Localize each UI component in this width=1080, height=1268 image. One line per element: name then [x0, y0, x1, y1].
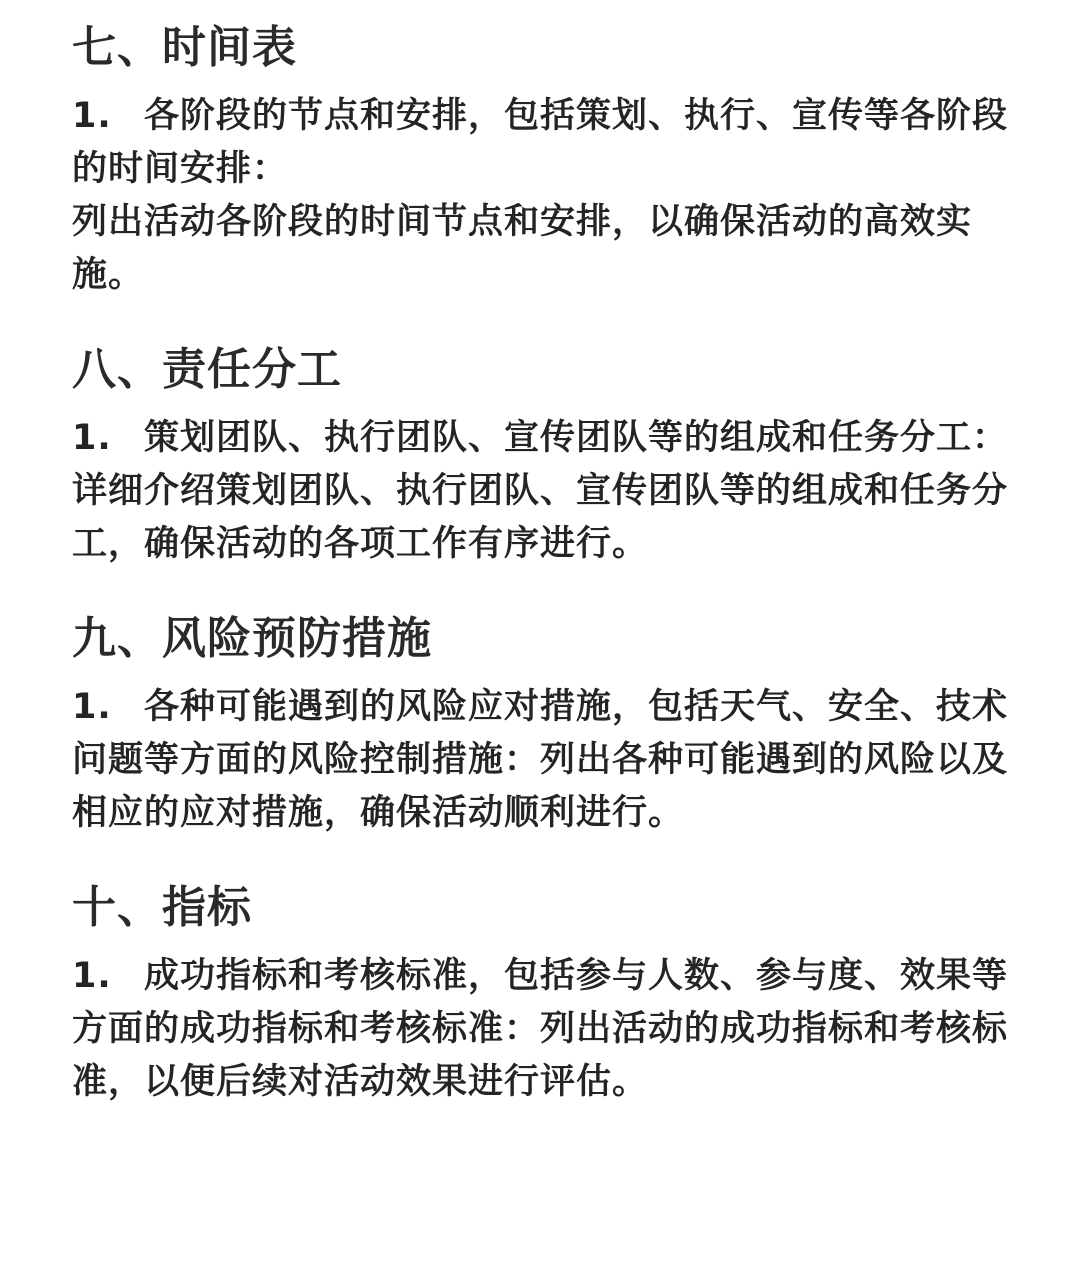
item-text: 各种可能遇到的风险应对措施，包括天气、安全、技术问题等方面的风险控制措施：列出各种可能遇到的风险以及相应的应对措施，确保活动顺利进行。 — [72, 687, 1009, 833]
item-number: 1. — [72, 418, 112, 458]
item-description: 详细介绍策划团队、执行团队、宣传团队等的组成和任务分工，确保活动的各项工作有序进行。 — [72, 471, 1009, 564]
item-text: 各阶段的节点和安排，包括策划、执行、宣传等各阶段的时间安排： — [72, 96, 1009, 189]
item-number: 1. — [72, 956, 112, 996]
item-description: 列出活动各阶段的时间节点和安排，以确保活动的高效实施。 — [72, 202, 973, 295]
list-item — [72, 412, 1012, 465]
section-risk-prevention — [72, 609, 1012, 840]
list-item — [72, 90, 1012, 196]
section-title: 十、指标 — [72, 882, 252, 933]
list-item — [72, 681, 1012, 840]
section-title: 九、风险预防措施 — [72, 613, 432, 664]
section-title: 八、责任分工 — [72, 344, 342, 395]
item-number: 1. — [72, 96, 112, 136]
section-responsibilities — [72, 340, 1012, 571]
section-metrics — [72, 878, 1012, 1109]
section-title: 七、时间表 — [72, 22, 297, 73]
section-timeline — [72, 18, 1012, 302]
list-item — [72, 950, 1012, 1109]
document-body — [72, 18, 1012, 1109]
item-number: 1. — [72, 687, 112, 727]
item-text: 成功指标和考核标准，包括参与人数、参与度、效果等方面的成功指标和考核标准：列出活动的成功指标和考核标准，以便后续对活动效果进行评估。 — [72, 956, 1009, 1102]
item-text: 策划团队、执行团队、宣传团队等的组成和任务分工： — [144, 418, 1009, 458]
